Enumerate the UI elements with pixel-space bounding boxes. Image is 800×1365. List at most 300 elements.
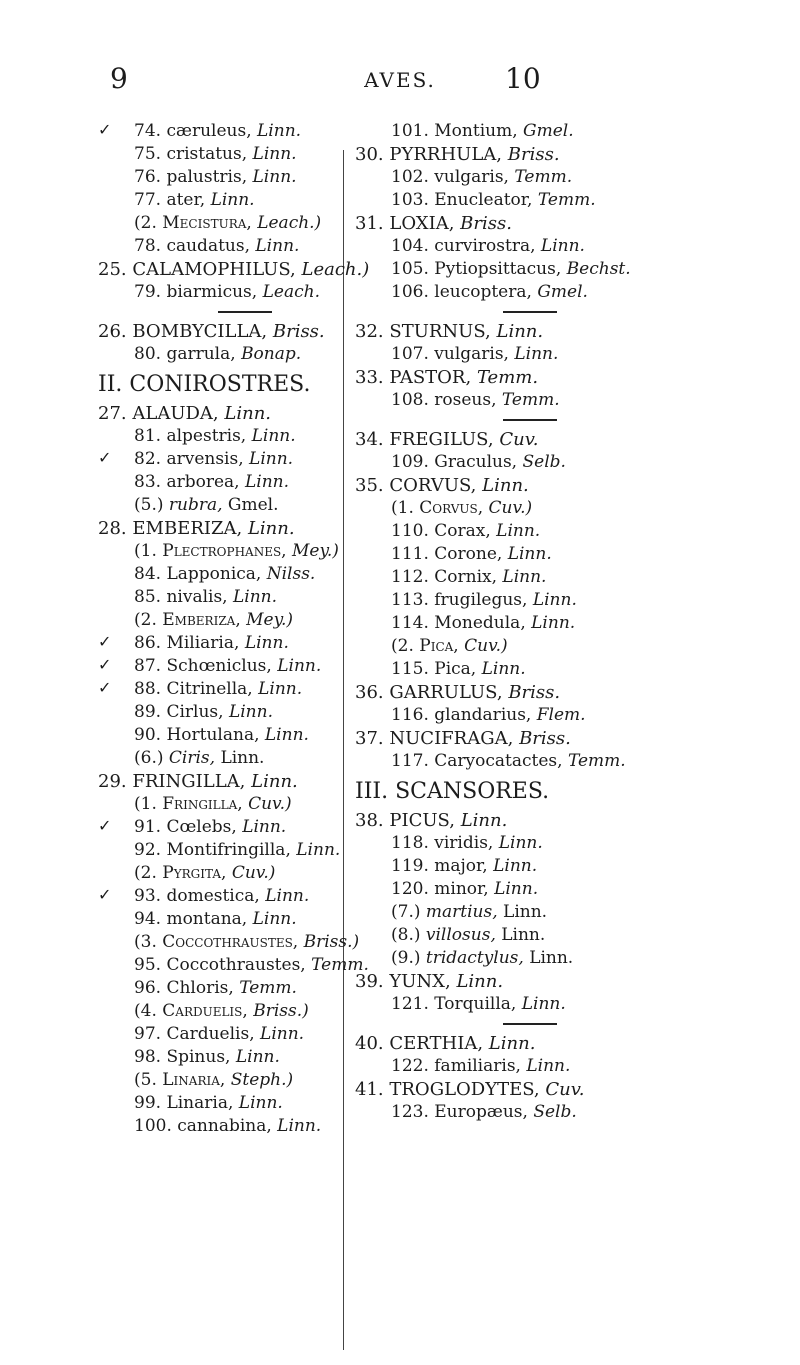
entry-number: 123.	[391, 1102, 429, 1122]
entry-number: 96.	[134, 978, 162, 998]
entry-number: 82.	[134, 449, 162, 469]
species-entry	[355, 750, 795, 773]
entry-number: 78.	[134, 236, 162, 256]
entry-name: roseus,	[434, 390, 497, 410]
entry-number: 37.	[355, 728, 384, 749]
entry-name: alpestris,	[166, 426, 247, 446]
species-entry	[355, 281, 795, 304]
entry-name: Enucleator,	[434, 190, 533, 210]
species-entry	[355, 189, 795, 212]
species-entry	[355, 258, 795, 281]
sub-entry	[355, 901, 795, 924]
species-entry	[355, 993, 795, 1016]
entry-number: 79.	[134, 282, 162, 302]
entry-number: (4.	[134, 1001, 157, 1021]
entry-authority: Mey.)	[292, 541, 339, 561]
entry-authority: Linn.	[481, 659, 526, 679]
entry-number: 33.	[355, 367, 384, 388]
entry-number: (2.	[134, 863, 157, 883]
entry-number: 105.	[391, 259, 429, 279]
entry-authority: Linn.	[514, 344, 559, 364]
genus-entry	[355, 1032, 795, 1055]
sub-entry	[355, 635, 795, 658]
entry-number: 84.	[134, 564, 162, 584]
entry-number: 108.	[391, 390, 429, 410]
entry-authority: Leach.	[262, 282, 320, 302]
genus-entry	[355, 428, 795, 451]
entry-name: Corvus,	[419, 498, 484, 518]
species-entry	[98, 1092, 343, 1115]
entry-authority: Briss.)	[303, 932, 360, 952]
species-entry	[98, 343, 343, 366]
entry-name: ALAUDA,	[132, 403, 219, 424]
entry-number: (7.)	[391, 902, 421, 922]
entry-number: 118.	[391, 833, 429, 853]
entry-authority: Selb.	[522, 452, 566, 472]
entry-name: Pytiopsittacus,	[434, 259, 562, 279]
page-number-right: 10	[505, 62, 541, 95]
entry-authority: Linn.	[498, 833, 543, 853]
check-mark-icon: ✓	[98, 885, 112, 904]
entry-name: PASTOR,	[389, 367, 472, 388]
species-entry	[98, 839, 343, 862]
entry-name: Linaria,	[166, 1093, 234, 1113]
entry-authority: Leach.)	[301, 259, 370, 280]
entry-name: Citrinella,	[166, 679, 253, 699]
entry-name: Plectrophanes,	[162, 541, 287, 561]
species-entry	[355, 658, 795, 681]
entry-name: Carduelis,	[166, 1024, 255, 1044]
species-entry	[355, 612, 795, 635]
entry-number: 81.	[134, 426, 162, 446]
genus-entry	[355, 212, 795, 235]
entry-authority: Linn.	[482, 475, 529, 496]
entry-number: 114.	[391, 613, 429, 633]
entry-authority: Linn.	[224, 403, 272, 424]
entry-authority: Linn.	[257, 121, 302, 141]
entry-name: Cornix,	[434, 567, 498, 587]
entry-name: major,	[434, 856, 488, 876]
entry-name: PYRRHULA,	[389, 144, 503, 165]
genus-entry	[355, 809, 795, 832]
entry-name: Pica,	[434, 659, 477, 679]
species-entry	[98, 701, 343, 724]
entry-name: Carduelis,	[162, 1001, 248, 1021]
entry-authority: Temm.	[239, 978, 297, 998]
section-rule	[355, 1016, 795, 1032]
entry-number: 107.	[391, 344, 429, 364]
species-entry	[355, 389, 795, 412]
entry-name: Cœlebs,	[166, 817, 237, 837]
species-entry	[355, 520, 795, 543]
entry-number: (2.	[134, 213, 157, 233]
entry-number: 104.	[391, 236, 429, 256]
entry-number: 115.	[391, 659, 429, 679]
entry-number: 116.	[391, 705, 429, 725]
entry-authority: Linn.	[210, 190, 255, 210]
entry-authority: Linn.	[260, 1024, 305, 1044]
entry-name: PICUS,	[389, 810, 455, 831]
entry-authority: Gmel.	[523, 121, 574, 141]
entry-authority: Linn.	[493, 856, 538, 876]
entry-name: BOMBYCILLA,	[132, 321, 268, 342]
species-entry	[98, 563, 343, 586]
entry-authority: Linn.	[238, 1093, 283, 1113]
entry-number: (6.)	[134, 748, 164, 768]
entry-authority: Bonap.	[241, 344, 302, 364]
entry-name: Graculus,	[434, 452, 518, 472]
sub-entry	[98, 793, 343, 816]
genus-entry	[98, 258, 370, 281]
entry-name: caudatus,	[166, 236, 250, 256]
column-divider	[343, 150, 344, 1350]
entry-number: 98.	[134, 1047, 162, 1067]
species-entry	[355, 832, 795, 855]
entry-authority: Cuv.)	[464, 636, 508, 656]
entry-authority: Linn.	[277, 656, 322, 676]
species-entry	[98, 143, 343, 166]
entry-name: TROGLODYTES,	[389, 1079, 540, 1100]
entry-authority: Linn.	[233, 587, 278, 607]
entry-number: 100.	[134, 1116, 172, 1136]
entry-name: domestica,	[166, 886, 260, 906]
species-entry	[355, 589, 795, 612]
entry-authority: Linn.	[252, 144, 297, 164]
entry-number: 89.	[134, 702, 162, 722]
entry-name: Montifringilla,	[166, 840, 291, 860]
entry-number: 87.	[134, 656, 162, 676]
entry-number: 90.	[134, 725, 162, 745]
entry-name: glandarius,	[434, 705, 532, 725]
entry-number: 91.	[134, 817, 162, 837]
entry-name: minor,	[434, 879, 489, 899]
check-mark-icon: ✓	[98, 120, 112, 139]
entry-authority: Steph.)	[230, 1070, 294, 1090]
entry-authority: Briss.	[507, 144, 560, 165]
species-entry	[355, 343, 795, 366]
sub-entry	[355, 497, 795, 520]
page-number-left: 9	[110, 62, 128, 95]
section-rule	[98, 304, 343, 320]
entry-authority: Linn.	[503, 902, 548, 922]
species-entry	[98, 166, 343, 189]
entry-authority: Linn.	[496, 521, 541, 541]
entry-number: 117.	[391, 751, 429, 771]
entry-number: 110.	[391, 521, 429, 541]
entry-name: Ciris,	[168, 748, 216, 768]
entry-authority: Linn.	[228, 702, 273, 722]
entry-name: CONIROSTRES.	[129, 372, 311, 397]
entry-number: 101.	[391, 121, 429, 141]
species-entry	[98, 235, 343, 258]
entry-name: Fringilla,	[162, 794, 243, 814]
entry-authority: Linn.	[507, 544, 552, 564]
entry-authority: Linn.	[244, 633, 289, 653]
entry-authority: Linn.	[249, 449, 294, 469]
entry-authority: Temm.	[514, 167, 573, 187]
species-entry	[98, 1046, 343, 1069]
section-rule	[355, 304, 795, 320]
species-entry	[98, 1023, 343, 1046]
entry-authority: Briss.	[508, 682, 561, 703]
species-entry	[98, 678, 343, 701]
entry-authority: Nilss.	[266, 564, 316, 584]
entry-number: III.	[355, 779, 389, 804]
genus-entry	[355, 681, 795, 704]
entry-number: 31.	[355, 213, 384, 234]
entry-authority: Linn.	[532, 590, 577, 610]
genus-entry	[98, 320, 343, 343]
entry-number: 34.	[355, 429, 384, 450]
entry-name: garrula,	[166, 344, 236, 364]
entry-authority: Mey.)	[246, 610, 293, 630]
entry-name: FREGILUS,	[389, 429, 494, 450]
entry-number: 97.	[134, 1024, 162, 1044]
entry-name: Europæus,	[434, 1102, 528, 1122]
entry-name: ater,	[166, 190, 206, 210]
entry-name: Pica,	[419, 636, 459, 656]
species-entry	[355, 235, 795, 258]
entry-name: rubra,	[168, 495, 223, 515]
entry-authority: Temm.	[567, 751, 626, 771]
entry-name: Cirlus,	[166, 702, 224, 722]
entry-name: Miliaria,	[166, 633, 240, 653]
entry-name: EMBERIZA,	[132, 518, 243, 539]
entry-name: arborea,	[166, 472, 240, 492]
entry-name: Montium,	[434, 121, 518, 141]
entry-number: (1.	[134, 794, 157, 814]
sub-entry	[98, 862, 343, 885]
entry-number: (1.	[134, 541, 157, 561]
entry-name: frugilegus,	[434, 590, 528, 610]
entry-number: 112.	[391, 567, 429, 587]
entry-authority: Linn.	[242, 817, 287, 837]
species-entry	[98, 189, 343, 212]
entry-number: 86.	[134, 633, 162, 653]
entry-authority: Linn.	[540, 236, 585, 256]
entry-number: 120.	[391, 879, 429, 899]
order-entry	[98, 370, 343, 400]
genus-entry	[355, 474, 795, 497]
entry-number: 111.	[391, 544, 429, 564]
entry-authority: Cuv.)	[488, 498, 533, 518]
entry-name: Pyrgita,	[162, 863, 227, 883]
entry-name: NUCIFRAGA,	[389, 728, 514, 749]
sub-entry	[98, 540, 343, 563]
species-entry	[355, 1055, 795, 1078]
entry-number: 122.	[391, 1056, 429, 1076]
species-entry	[355, 704, 795, 727]
entry-name: arvensis,	[166, 449, 244, 469]
entry-number: (5.	[134, 1070, 157, 1090]
sub-entry	[98, 931, 360, 954]
entry-name: Lapponica,	[166, 564, 262, 584]
species-entry	[98, 977, 343, 1000]
entry-name: GARRULUS,	[389, 682, 503, 703]
entry-number: 119.	[391, 856, 429, 876]
entry-number: 39.	[355, 971, 384, 992]
entry-name: curvirostra,	[434, 236, 536, 256]
entry-authority: Temm.	[311, 955, 369, 975]
species-entry	[98, 448, 343, 471]
entry-number: 94.	[134, 909, 162, 929]
species-entry	[355, 566, 795, 589]
entry-name: Chloris,	[166, 978, 234, 998]
entry-authority: Briss.	[519, 728, 571, 749]
entry-authority: Linn.	[526, 1056, 571, 1076]
entry-number: 88.	[134, 679, 162, 699]
right-column	[355, 120, 795, 1124]
species-entry	[355, 120, 795, 143]
entry-authority: Linn.	[244, 472, 289, 492]
species-entry	[98, 471, 343, 494]
entry-authority: Briss.	[460, 213, 512, 234]
entry-number: 40.	[355, 1033, 384, 1054]
entry-name: tridactylus,	[425, 948, 524, 968]
entry-name: cannabina,	[177, 1116, 272, 1136]
species-entry	[98, 816, 343, 839]
page-header	[0, 62, 800, 98]
entry-number: 106.	[391, 282, 429, 302]
entry-name: Corax,	[434, 521, 491, 541]
entry-authority: Linn.	[277, 1116, 322, 1136]
entry-number: 113.	[391, 590, 429, 610]
entry-number: (9.)	[391, 948, 421, 968]
sub-entry	[98, 1069, 343, 1092]
entry-authority: Linn.	[251, 771, 298, 792]
entry-authority: Linn.	[488, 1033, 536, 1054]
sub-entry	[355, 924, 795, 947]
entry-name: Monedula,	[434, 613, 526, 633]
entry-authority: Linn.	[494, 879, 539, 899]
species-entry	[355, 855, 795, 878]
entry-authority: Linn.	[220, 748, 265, 768]
entry-number: (5.)	[134, 495, 164, 515]
entry-authority: Leach.)	[257, 213, 322, 233]
entry-authority: Linn.	[502, 567, 547, 587]
entry-number: 30.	[355, 144, 384, 165]
genus-entry	[355, 143, 795, 166]
entry-authority: Linn.	[255, 236, 300, 256]
genus-entry	[98, 517, 343, 540]
entry-authority: Linn.	[296, 840, 341, 860]
entry-name: CERTHIA,	[389, 1033, 484, 1054]
section-rule	[355, 412, 795, 428]
entry-name: YUNX,	[389, 971, 451, 992]
entry-authority: Linn.	[251, 426, 296, 446]
sub-entry	[98, 609, 343, 632]
entry-authority: Gmel.	[227, 495, 279, 515]
entry-name: cæruleus,	[166, 121, 252, 141]
species-entry	[98, 954, 369, 977]
genus-entry	[355, 366, 795, 389]
check-mark-icon: ✓	[98, 816, 112, 835]
entry-name: Coccothraustes,	[162, 932, 299, 952]
genus-entry	[355, 1078, 795, 1101]
entry-name: leucoptera,	[434, 282, 532, 302]
entry-number: (1.	[391, 498, 414, 518]
entry-number: 35.	[355, 475, 384, 496]
entry-number: 76.	[134, 167, 162, 187]
entry-name: CALAMOPHILUS,	[132, 259, 296, 280]
entry-number: 28.	[98, 518, 127, 539]
entry-number: 27.	[98, 403, 127, 424]
entry-number: 93.	[134, 886, 162, 906]
entry-name: villosus,	[425, 925, 496, 945]
check-mark-icon: ✓	[98, 655, 112, 674]
check-mark-icon: ✓	[98, 448, 112, 467]
entry-number: 99.	[134, 1093, 162, 1113]
species-entry	[98, 425, 343, 448]
entry-authority: Cuv.	[499, 429, 539, 450]
entry-authority: Linn.	[456, 971, 504, 992]
entry-name: Torquilla,	[434, 994, 517, 1014]
entry-number: 92.	[134, 840, 162, 860]
entry-name: nivalis,	[166, 587, 228, 607]
entry-authority: Flem.	[536, 705, 586, 725]
species-entry	[355, 543, 795, 566]
entry-authority: Linn.	[264, 725, 309, 745]
genus-entry	[355, 320, 795, 343]
entry-name: Hortulana,	[166, 725, 260, 745]
entry-name: palustris,	[166, 167, 248, 187]
entry-number: 36.	[355, 682, 384, 703]
species-entry	[355, 451, 795, 474]
species-entry	[355, 878, 795, 901]
entry-name: Linaria,	[162, 1070, 226, 1090]
entry-number: 41.	[355, 1079, 384, 1100]
entry-number: 95.	[134, 955, 162, 975]
sub-entry	[98, 1000, 343, 1023]
entry-authority: Linn.	[252, 909, 297, 929]
entry-name: STURNUS,	[389, 321, 491, 342]
genus-entry	[98, 402, 343, 425]
species-entry	[98, 632, 343, 655]
entry-authority: Bechst.	[566, 259, 631, 279]
entry-name: SCANSORES.	[395, 779, 550, 804]
entry-name: vulgaris,	[434, 167, 509, 187]
genus-entry	[355, 727, 795, 750]
entry-authority: Temm.	[476, 367, 539, 388]
entry-name: martius,	[425, 902, 498, 922]
species-entry	[98, 655, 343, 678]
entry-authority: Linn.	[252, 167, 297, 187]
entry-number: 102.	[391, 167, 429, 187]
entry-name: biarmicus,	[166, 282, 258, 302]
entry-number: 80.	[134, 344, 162, 364]
sub-entry	[98, 747, 343, 770]
entry-number: 121.	[391, 994, 429, 1014]
entry-authority: Cuv.)	[248, 794, 292, 814]
entry-number: (3.	[134, 932, 157, 952]
sub-entry	[355, 947, 795, 970]
species-entry	[98, 281, 343, 304]
entry-name: viridis,	[434, 833, 494, 853]
entry-number: 38.	[355, 810, 384, 831]
entry-name: montana,	[166, 909, 248, 929]
genus-entry	[355, 970, 795, 993]
sub-entry	[98, 212, 343, 235]
entry-number: 74.	[134, 121, 162, 141]
entry-name: FRINGILLA,	[132, 771, 246, 792]
entry-authority: Linn.	[501, 925, 546, 945]
order-entry	[355, 777, 795, 807]
entry-number: 29.	[98, 771, 127, 792]
species-entry	[98, 885, 343, 908]
entry-name: vulgaris,	[434, 344, 509, 364]
entry-authority: Linn.	[235, 1047, 280, 1067]
entry-authority: Briss.	[272, 321, 325, 342]
